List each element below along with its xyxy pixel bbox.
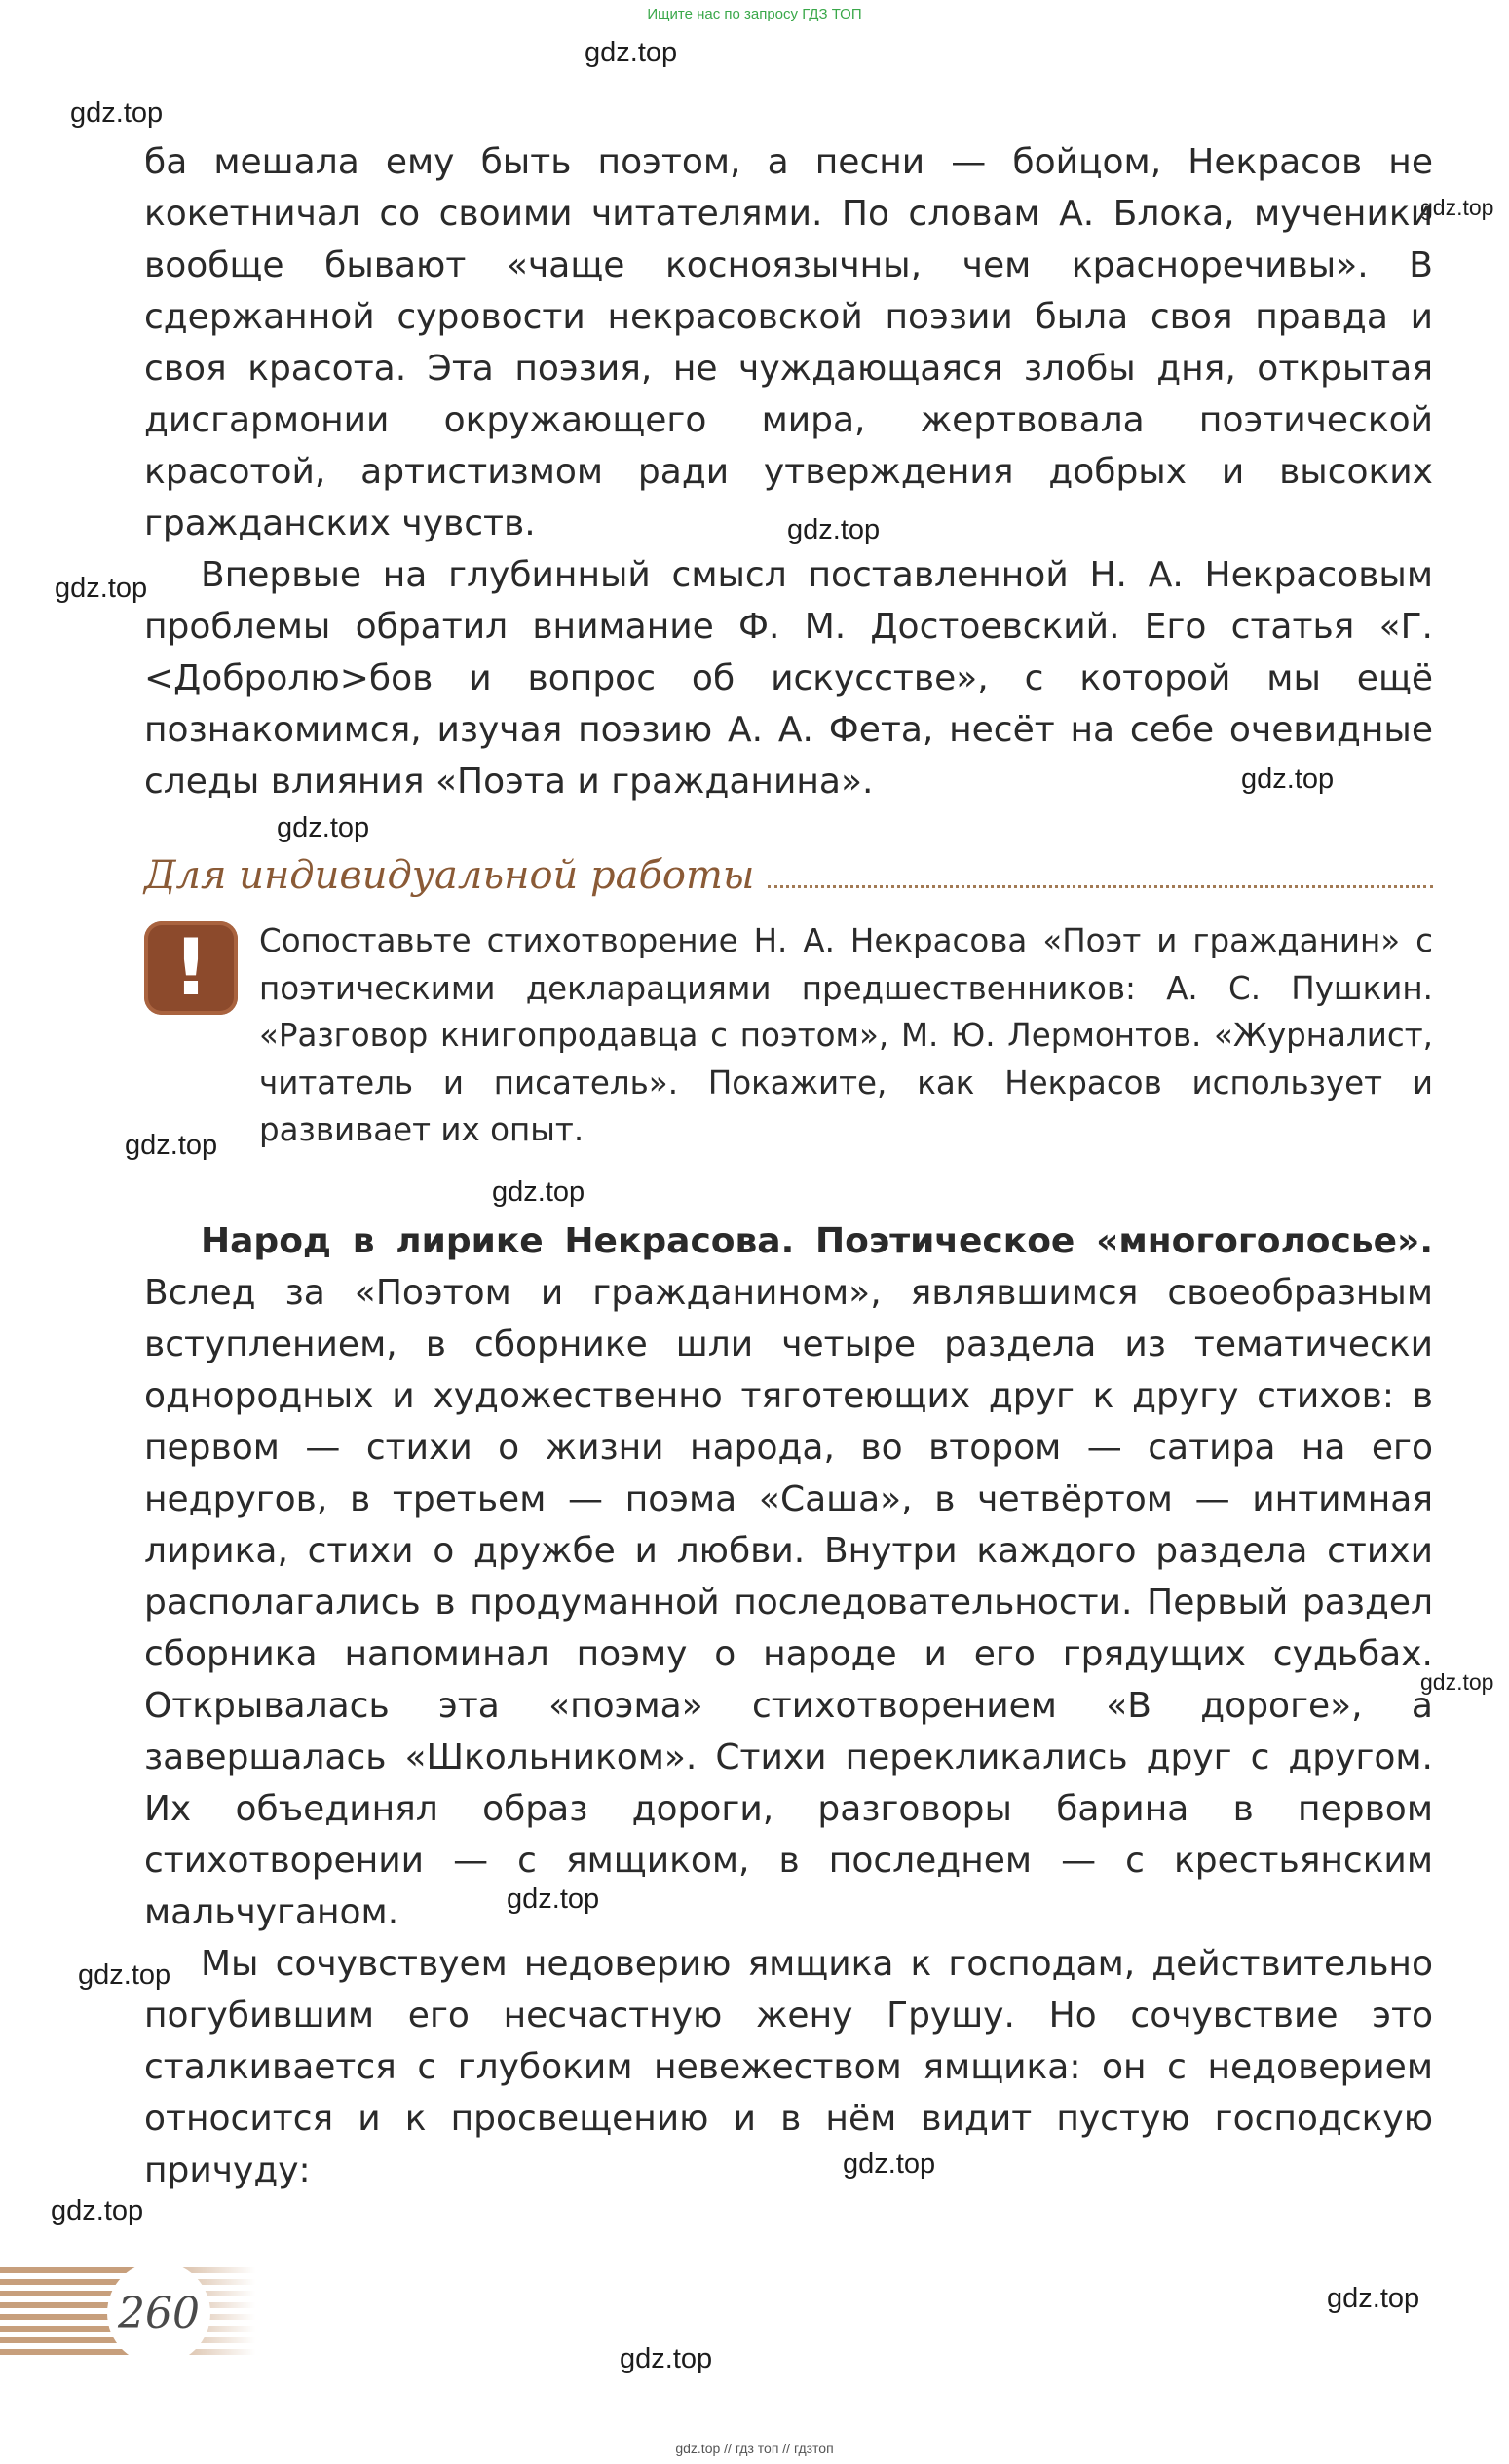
watermark: gdz.top: [1420, 1669, 1494, 1695]
paragraph-3: [144, 1215, 1433, 1938]
watermark: gdz.top: [507, 1884, 600, 1915]
paragraph-2: Впервые на глубинный смысл поставленной Н. А. Некрасовым проблемы обратил внимание Ф. М. Достоевский. Его статья «Г. <Добролю>бов и вопрос об искусстве», с которой мы ещё познакомимся, изучая поэзию А. А. Фета, несёт на себе очевидные следы влияния «Поэта и гражданина».: [144, 555, 1433, 802]
bottom-banner: gdz.top // гдз топ // гдзтоп: [675, 2441, 834, 2456]
page-number-badge: [107, 2261, 210, 2365]
watermark: gdz.top: [1327, 2283, 1420, 2314]
section-title: Для индивидуальной работы: [144, 853, 755, 898]
watermark: gdz.top: [1420, 195, 1494, 220]
paragraph-1: ба мешала ему быть поэтом, а песни — бойцом, Некрасов не кокетничал со своими читателями. По словам А. Блока, мученики вообще бывают «чаще косноязычны, чем красноречивы». В сдержанной суровости некрасовской поэзии была своя правда и своя красота. Эта поэзия, не чуждающаяся злобы дня, открытая дисгармонии окружающего мира, жертвовала поэтической красотой, артистизмом ради утверждения добрых и высоких гражданских чувств.: [144, 142, 1433, 543]
exclamation-icon: [144, 921, 238, 1015]
task-text: Сопоставьте стихотворение Н. А. Некрасова «Поэт и гражданин» с поэтическими декларациями предшественников: А. С. Пушкин. «Разговор книгопродавца с поэтом», М. Ю. Лермонтов. «Журналист, читатель и писатель». Покажите, как Некрасов использует и развивает их опыт.: [259, 922, 1433, 1148]
text-block-top: [144, 136, 1433, 807]
watermark: gdz.top: [125, 1130, 218, 1161]
paragraph-4: Мы сочувствуем недоверию ямщика к господам, действительно погубившим его несчастную жену Грушу. Но сочувствие это сталкивается с глубоким невежеством ямщика: он с недоверием относится и к просвещению и в нём видит пустую господскую причуду:: [144, 1944, 1433, 2190]
watermark: gdz.top: [492, 1176, 585, 1208]
task-block: [144, 917, 1433, 1154]
paragraph-3-body: Вслед за «Поэтом и гражданином», являвшимся своеобразным вступлением, в сборнике шли четыре раздела из тематически однородных и художественно тяготеющих друг к другу стихов: в первом — стихи о жизни народа, во втором — сатира на его недругов, в третьем — поэма «Саша», в четвёртом — интимная лирика, стихи о дружбе и любви. Внутри каждого раздела стихи располагались в продуманной последовательности. Первый раздел сборника напоминал поэму о народе и его грядущих судьбах. Открывалась эта «поэма» стихотворением «В дороге», а завершалась «Школьником». Стихи перекликались друг с другом. Их объединял образ дороги, разговоры барина в первом стихотворении — с ямщиком, в последнем — с крестьянским мальчуганом.: [144, 1273, 1433, 1932]
watermark: gdz.top: [51, 2195, 144, 2226]
section-header: [144, 849, 1433, 898]
dotted-rule: [768, 885, 1433, 888]
watermark: gdz.top: [78, 1960, 171, 1991]
watermark: gdz.top: [787, 514, 881, 545]
paragraph-3-lead: Народ в лирике Некрасова. Поэтическое «многоголосье».: [201, 1221, 1433, 1261]
top-banner: Ищите нас по запросу ГДЗ ТОП: [647, 6, 862, 22]
watermark: gdz.top: [55, 573, 148, 604]
page-number: 260: [118, 2288, 200, 2338]
watermark: gdz.top: [843, 2148, 936, 2180]
watermark: gdz.top: [70, 97, 164, 129]
exclamation-symbol: !: [172, 922, 209, 1013]
watermark: gdz.top: [1241, 764, 1335, 795]
watermark: gdz.top: [277, 812, 370, 843]
watermark: gdz.top: [585, 37, 678, 68]
text-block-bottom: [144, 1215, 1433, 2196]
watermark: gdz.top: [620, 2343, 713, 2374]
